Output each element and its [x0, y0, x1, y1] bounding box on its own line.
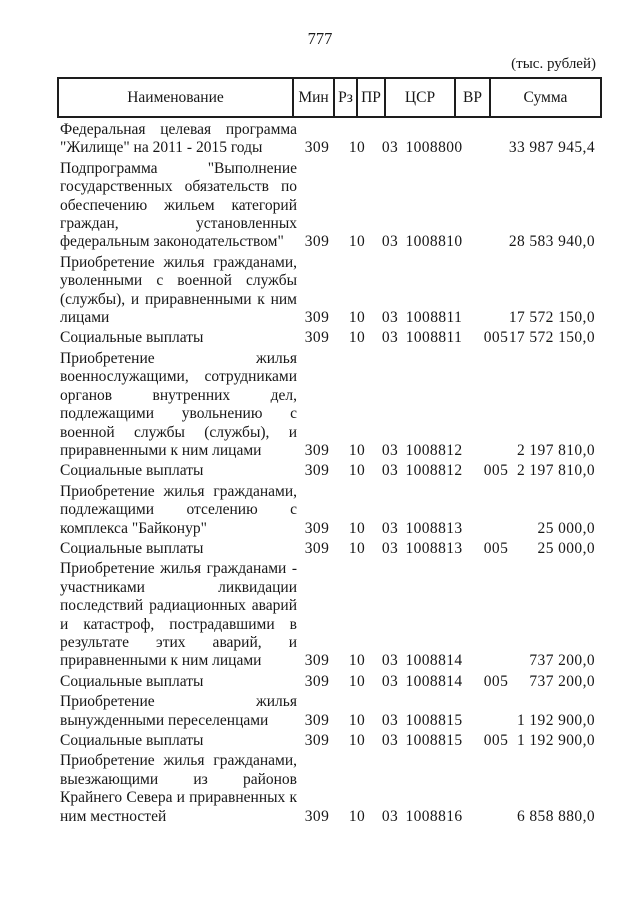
row-min-cell: 309	[304, 672, 330, 690]
row-min-cell: 309	[304, 329, 330, 347]
row-name-cell: Социальные выплаты	[60, 539, 204, 557]
row-rz-cell: 10	[348, 732, 366, 749]
row-csr-cell: 1008813	[405, 539, 463, 557]
row-name-cell: Социальные выплаты	[60, 732, 204, 749]
table-row	[0, 483, 640, 538]
table-row	[0, 462, 640, 480]
row-rz-cell: 10	[348, 519, 366, 537]
row-min-cell: 309	[304, 732, 330, 749]
row-sum-cell: 1 192 900,0	[516, 732, 595, 749]
row-name-cell: Приобретение жилья вынужденными переселенцами	[60, 693, 297, 729]
row-csr-cell: 1008810	[405, 233, 463, 251]
row-rz-cell: 10	[348, 462, 366, 480]
row-name-cell: Федеральная целевая программа "Жилище" на 2011 - 2015 годы	[60, 121, 297, 157]
row-sum-cell: 737 200,0	[529, 652, 595, 670]
row-csr-cell: 1008811	[405, 309, 463, 327]
row-min-cell: 309	[304, 462, 330, 480]
row-sum-cell: 17 572 150,0	[508, 309, 595, 327]
row-pr-cell: 03	[381, 652, 399, 670]
row-sum-cell: 33 987 945,4	[508, 139, 595, 157]
units-note: (тыс. рублей)	[511, 56, 596, 72]
row-name-cell: Социальные выплаты	[60, 672, 204, 690]
row-min-cell: 309	[304, 539, 330, 557]
row-pr-cell: 03	[381, 139, 399, 157]
table-row	[0, 540, 640, 558]
row-sum-cell: 28 583 940,0	[508, 233, 595, 251]
row-name-cell: Приобретение жилья гражданами, выезжающими из районов Крайнего Севера и приравненных к ним местностей	[60, 752, 297, 825]
row-name-cell: Приобретение жилья гражданами - участниками ликвидации последствий радиационных аварий и катастроф, пострадавшими в результате этих аварий, и приравненными к ним лицами	[60, 560, 297, 670]
row-pr-cell: 03	[381, 329, 399, 347]
row-csr-cell: 1008813	[405, 519, 463, 537]
row-vr-cell: 005	[483, 462, 509, 480]
table-row	[0, 254, 640, 328]
row-min-cell: 309	[304, 441, 330, 459]
row-rz-cell: 10	[348, 711, 366, 729]
row-sum-cell: 2 197 810,0	[516, 441, 595, 459]
row-sum-cell: 6 858 880,0	[516, 807, 595, 825]
row-min-cell: 309	[304, 233, 330, 251]
column-header-min: Мин	[293, 78, 334, 117]
row-rz-cell: 10	[348, 233, 366, 251]
row-rz-cell: 10	[348, 441, 366, 459]
table-row	[0, 160, 640, 252]
row-pr-cell: 03	[381, 519, 399, 537]
row-vr-cell: 005	[483, 329, 509, 347]
row-rz-cell: 10	[348, 329, 366, 347]
column-header-rz: Рз	[334, 78, 357, 117]
page-number: 777	[307, 29, 333, 48]
row-min-cell: 309	[304, 519, 330, 537]
row-csr-cell: 1008815	[405, 732, 463, 749]
budget-table-header	[57, 77, 602, 118]
row-name-cell: Приобретение жилья гражданами, уволенными с военной службы (службы), и приравненными к ним лицами	[60, 253, 297, 327]
row-name-cell: Социальные выплаты	[60, 329, 204, 347]
column-header-vr: ВР	[455, 78, 490, 117]
row-csr-cell: 1008815	[405, 711, 463, 729]
row-name-cell: Подпрограмма "Выполнение государственных обязательств по обеспечению жильем категорий граждан, установленных федеральным законодательством"	[60, 159, 297, 251]
row-pr-cell: 03	[381, 462, 399, 480]
row-rz-cell: 10	[348, 309, 366, 327]
row-name-cell: Социальные выплаты	[60, 462, 204, 480]
row-min-cell: 309	[304, 652, 330, 670]
table-row	[0, 732, 640, 750]
row-pr-cell: 03	[381, 672, 399, 690]
row-pr-cell: 03	[381, 711, 399, 729]
row-csr-cell: 1008812	[405, 441, 463, 459]
row-rz-cell: 10	[348, 652, 366, 670]
table-row	[0, 121, 640, 158]
row-vr-cell: 005	[483, 672, 509, 690]
table-row	[0, 693, 640, 730]
row-pr-cell: 03	[381, 441, 399, 459]
table-row	[0, 350, 640, 460]
column-header-name: Наименование	[58, 78, 293, 117]
row-rz-cell: 10	[348, 672, 366, 690]
row-min-cell: 309	[304, 309, 330, 327]
row-sum-cell: 17 572 150,0	[508, 329, 595, 347]
row-pr-cell: 03	[381, 732, 399, 749]
budget-table-body	[0, 121, 640, 828]
row-pr-cell: 03	[381, 233, 399, 251]
row-sum-cell: 25 000,0	[537, 519, 595, 537]
row-sum-cell: 25 000,0	[537, 539, 595, 557]
row-csr-cell: 1008816	[405, 807, 463, 825]
table-row	[0, 560, 640, 670]
table-row	[0, 673, 640, 691]
row-csr-cell: 1008814	[405, 652, 463, 670]
row-min-cell: 309	[304, 139, 330, 157]
row-sum-cell: 737 200,0	[529, 672, 595, 690]
row-csr-cell: 1008800	[405, 139, 463, 157]
row-sum-cell: 2 197 810,0	[516, 462, 595, 480]
table-row	[0, 329, 640, 347]
column-header-sum: Сумма	[490, 78, 601, 117]
row-rz-cell: 10	[348, 539, 366, 557]
row-csr-cell: 1008811	[405, 329, 463, 347]
column-header-pr: ПР	[357, 78, 385, 117]
table-row	[0, 752, 640, 826]
row-csr-cell: 1008812	[405, 462, 463, 480]
row-vr-cell: 005	[483, 732, 509, 749]
row-rz-cell: 10	[348, 807, 366, 825]
row-sum-cell: 1 192 900,0	[516, 711, 595, 729]
row-rz-cell: 10	[348, 139, 366, 157]
row-pr-cell: 03	[381, 309, 399, 327]
row-pr-cell: 03	[381, 539, 399, 557]
row-csr-cell: 1008814	[405, 672, 463, 690]
row-vr-cell: 005	[483, 539, 509, 557]
row-pr-cell: 03	[381, 807, 399, 825]
row-min-cell: 309	[304, 711, 330, 729]
row-name-cell: Приобретение жилья гражданами, подлежащими отселению с комплекса "Байконур"	[60, 482, 297, 537]
row-name-cell: Приобретение жилья военнослужащими, сотрудниками органов внутренних дел, подлежащими увольнению с военной службы (службы), и приравненными к ним лицами	[60, 349, 297, 459]
row-min-cell: 309	[304, 807, 330, 825]
column-header-csr: ЦСР	[385, 78, 455, 117]
